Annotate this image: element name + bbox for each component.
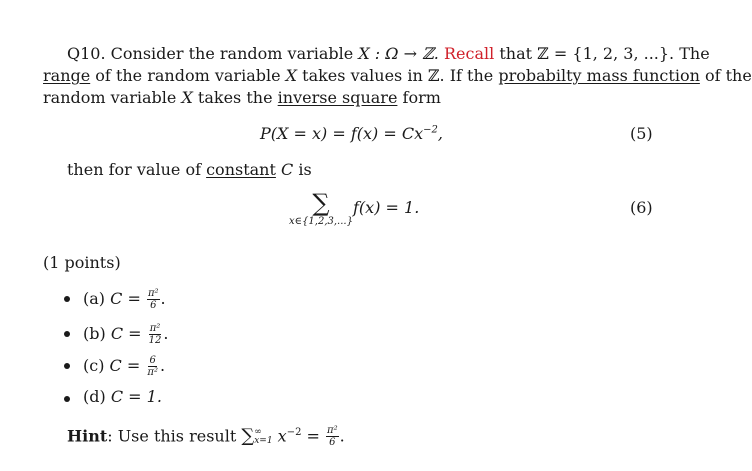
option-d[interactable]: (d) C = 1. — [83, 387, 162, 406]
bullet-icon — [64, 331, 70, 337]
integer-set: ℤ = {1, 2, 3, ...}. — [537, 44, 675, 63]
equation-6-body: f(x) = 1. — [353, 198, 420, 217]
pmf-link[interactable]: probabilty mass function — [498, 66, 700, 85]
hint: Hint: Use this result ∑ ∞ x=1 $x^{-2}$ = $\frac{\text{π²}}{6}$ . — [67, 425, 345, 449]
equation-6-number: (6) — [630, 198, 653, 217]
question-line-3: random variable X takes the inverse square form — [43, 88, 441, 107]
fraction: $\frac{\text{π²}}{6}$ — [147, 288, 159, 311]
fraction: $\frac{6}{\text{π²}}$ — [147, 355, 158, 378]
range-link[interactable]: range — [43, 66, 91, 85]
points-label: (1 points) — [43, 253, 121, 272]
recall-link[interactable]: Recall — [443, 44, 495, 63]
bullet-icon — [64, 396, 70, 402]
sum-symbol: ∑ — [312, 189, 330, 217]
option-a[interactable]: (a) C = $\frac{\text{π²}}{6}$ . — [83, 288, 166, 311]
mapping-expr: X : Ω → ℤ. — [358, 44, 439, 63]
constant-link[interactable]: constant — [206, 160, 276, 179]
equation-5-number: (5) — [630, 124, 653, 143]
option-c[interactable]: (c) C = $\frac{6}{\text{π²}}$ . — [83, 355, 166, 378]
fraction: $\frac{\text{π²}}{12}$ — [148, 323, 162, 346]
bullet-icon — [64, 296, 70, 302]
fraction: $\frac{\text{π²}}{6}$ — [327, 425, 338, 449]
sum-index: x∈{1,2,3,...} — [289, 216, 353, 227]
hint-label: Hint — [67, 426, 108, 446]
equation-6-sum — [286, 190, 356, 228]
equation-5: $P(X = x) = f(x) = Cx^{-2}$, — [260, 124, 443, 143]
question-number: Q10. — [67, 44, 106, 63]
inverse-square-link[interactable]: inverse square — [277, 88, 398, 107]
question-line-2: range of the random variable X takes values in ℤ. If the probabilty mass function of the — [43, 66, 752, 85]
question-line-1: Q10. Consider the random variable X : Ω → ℤ. Recall that ℤ = {1, 2, 3, ...}. The — [67, 44, 710, 63]
question-line-4: then for value of constant C is — [67, 160, 312, 179]
sum-symbol: ∑ — [241, 425, 255, 447]
option-b[interactable]: (b) C = $\frac{\text{π²}}{12}$ . — [83, 323, 169, 346]
bullet-icon — [64, 363, 70, 369]
